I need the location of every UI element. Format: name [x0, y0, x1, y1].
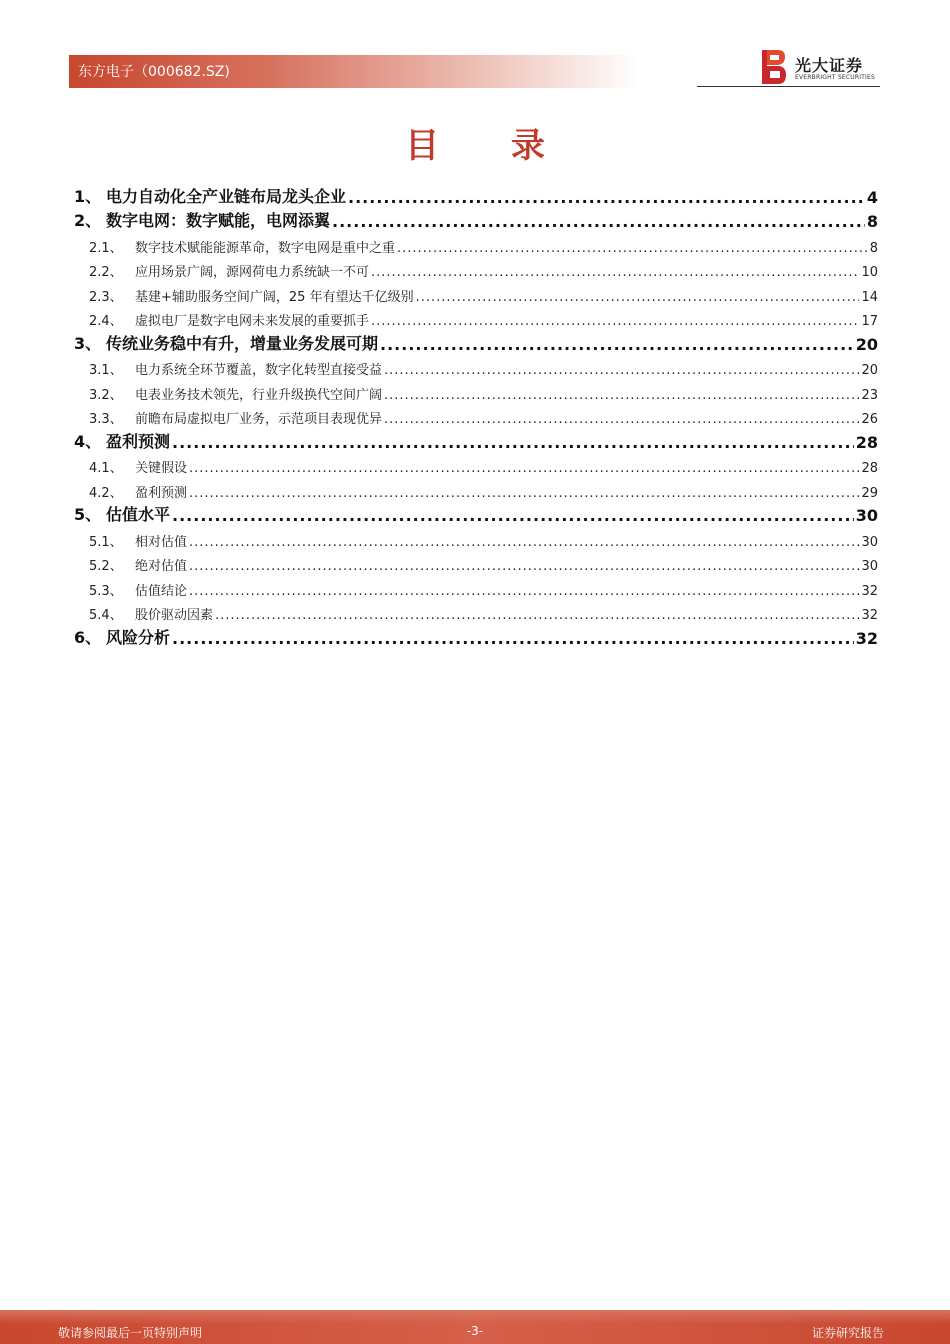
everbright-logo: [762, 50, 882, 86]
toc-leader-dots: [189, 535, 859, 550]
toc-page-number: 23: [861, 387, 878, 403]
toc-title: 电表业务技术领先，行业升级换代空间广阔: [135, 387, 383, 403]
toc-page-number: 8: [869, 240, 878, 256]
toc-page-number: 30: [855, 506, 878, 525]
toc-page-number: 32: [861, 608, 878, 623]
toc-leader-dots: [380, 335, 854, 354]
header-divider: [697, 86, 880, 87]
page-title: 目 录: [405, 126, 575, 166]
toc-subsection[interactable]: [74, 354, 878, 379]
toc-leader-dots: [397, 241, 868, 256]
everbright-logo-icon: [762, 50, 786, 84]
toc-title: 数字电网：数字赋能，电网添翼: [106, 211, 331, 230]
toc-title: 盈利预测: [135, 485, 188, 501]
toc-number: 3、: [74, 333, 102, 353]
toc-number: 5.2、: [89, 559, 123, 574]
toc-subsection[interactable]: [74, 550, 878, 575]
toc-page-number: 17: [861, 314, 878, 329]
toc-number: 5.1、: [89, 534, 123, 550]
toc-page-number: 28: [855, 432, 878, 452]
toc-title: 估值结论: [135, 583, 188, 599]
toc-leader-dots: [189, 559, 859, 574]
toc-title: 应用场景广阔，源网荷电力系统缺一不可: [135, 265, 370, 280]
toc-number: 4、: [74, 431, 102, 451]
toc-title: 数字技术赋能能源革命，数字电网是重中之重: [135, 240, 396, 256]
toc-page-number: 14: [861, 289, 878, 305]
toc-section[interactable]: [74, 501, 878, 526]
toc-subsection[interactable]: [74, 574, 878, 599]
toc-title: 股价驱动因素: [135, 608, 214, 623]
toc-number: 3.2、: [89, 387, 123, 403]
toc-subsection[interactable]: [74, 525, 878, 550]
toc-subsection[interactable]: [74, 476, 878, 501]
toc-number: 4.2、: [89, 485, 123, 501]
toc-title: 前瞻布局虚拟电厂业务，示范项目表现优异: [135, 412, 383, 427]
toc-title: 电力系统全环节覆盖，数字化转型直接受益: [135, 363, 383, 378]
table-of-contents: [74, 182, 878, 648]
toc-title: 关键假设: [135, 461, 188, 476]
toc-title: 风险分析: [106, 627, 171, 647]
toc-leader-dots: [189, 461, 859, 476]
toc-number: 5.4、: [89, 608, 123, 623]
footer-disclaimer: 敬请参阅最后一页特别声明: [58, 1326, 203, 1340]
toc-number: 2.4、: [89, 314, 123, 329]
toc-number: 2.1、: [89, 240, 123, 256]
header-company-title: 东方电子（000682.SZ): [78, 64, 230, 80]
toc-leader-dots: [371, 265, 859, 280]
toc-section[interactable]: [74, 623, 878, 648]
toc-page-number: 20: [861, 363, 878, 378]
footer-page-number: -3-: [466, 1324, 484, 1338]
toc-number: 6、: [74, 627, 102, 647]
toc-subsection[interactable]: [74, 378, 878, 403]
toc-title: 虚拟电厂是数字电网未来发展的重要抓手: [135, 314, 370, 329]
toc-number: 2、: [74, 211, 102, 230]
toc-leader-dots: [348, 188, 865, 207]
toc-page-number: 10: [861, 265, 878, 280]
toc-page-number: 4: [866, 187, 878, 207]
toc-number: 3.3、: [89, 412, 123, 427]
toc-title: 传统业务稳中有升，增量业务发展可期: [106, 333, 379, 353]
toc-leader-dots: [384, 363, 859, 378]
toc-page-number: 30: [861, 559, 878, 574]
toc-page-number: 20: [855, 334, 878, 354]
toc-subsection[interactable]: [74, 305, 878, 330]
toc-page-number: 26: [861, 412, 878, 427]
toc-leader-dots: [332, 212, 865, 231]
footer-report-type: 证券研究报告: [811, 1326, 884, 1340]
toc-number: 1、: [74, 186, 102, 206]
toc-leader-dots: [371, 314, 859, 329]
toc-section[interactable]: [74, 329, 878, 354]
toc-subsection[interactable]: [74, 256, 878, 281]
toc-title: 估值水平: [106, 505, 171, 524]
toc-leader-dots: [384, 412, 859, 427]
toc-leader-dots: [416, 290, 860, 305]
toc-page-number: 29: [861, 485, 878, 501]
toc-number: 3.1、: [89, 363, 123, 378]
toc-number: 5、: [74, 505, 102, 524]
toc-leader-dots: [189, 486, 859, 501]
toc-title: 盈利预测: [106, 431, 171, 451]
logo-english-name: EVERBRIGHT SECURITIES: [795, 74, 875, 81]
toc-page-number: 28: [861, 461, 878, 476]
toc-title: 电力自动化全产业链布局龙头企业: [106, 186, 347, 206]
toc-title: 相对估值: [135, 534, 188, 550]
toc-page-number: 32: [855, 628, 878, 648]
toc-subsection[interactable]: [74, 403, 878, 428]
toc-leader-dots: [215, 608, 859, 623]
toc-leader-dots: [172, 629, 854, 648]
toc-number: 4.1、: [89, 461, 123, 476]
toc-number: 2.3、: [89, 289, 123, 305]
toc-leader-dots: [172, 433, 854, 452]
toc-number: 5.3、: [89, 583, 123, 599]
toc-subsection[interactable]: [74, 231, 878, 256]
toc-page-number: 32: [861, 583, 878, 599]
toc-leader-dots: [384, 388, 859, 403]
toc-subsection[interactable]: [74, 599, 878, 624]
toc-subsection[interactable]: [74, 280, 878, 305]
toc-section[interactable]: [74, 207, 878, 232]
toc-subsection[interactable]: [74, 452, 878, 477]
toc-title: 基建+辅助服务空间广阔，25 年有望达千亿级别: [135, 289, 414, 305]
toc-section[interactable]: [74, 182, 878, 207]
toc-section[interactable]: [74, 427, 878, 452]
toc-page-number: 30: [861, 534, 878, 550]
toc-title: 绝对估值: [135, 559, 188, 574]
toc-number: 2.2、: [89, 265, 123, 280]
toc-page-number: 8: [866, 212, 878, 231]
toc-leader-dots: [172, 506, 854, 525]
logo-chinese-name: 光大证券: [795, 56, 864, 75]
toc-leader-dots: [189, 584, 859, 599]
